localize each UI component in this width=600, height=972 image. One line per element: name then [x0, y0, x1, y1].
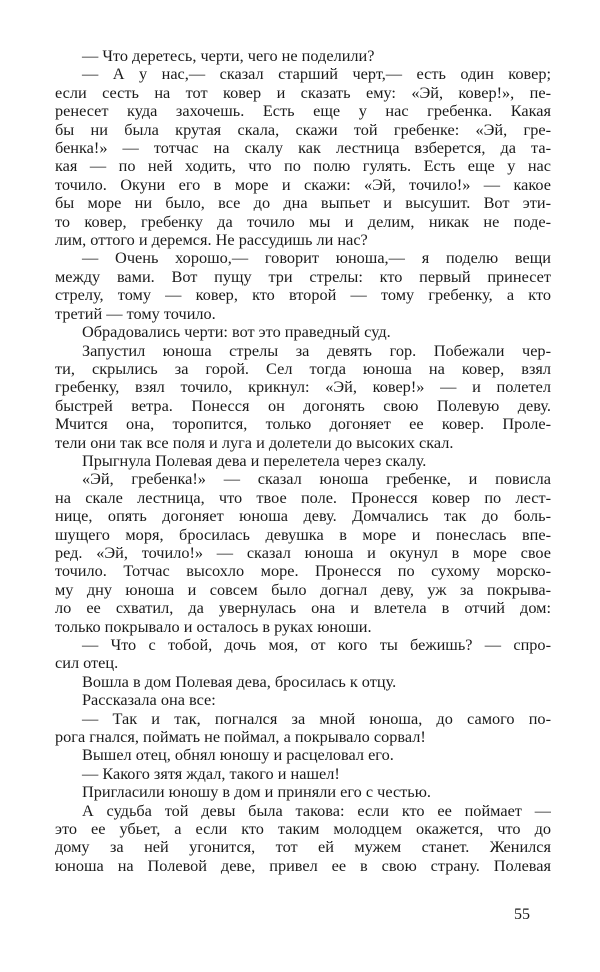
text-line: между вами. Вот пущу три стрелы: кто первый принесет [55, 267, 551, 286]
text-line: Запустил юноша стрелы за девять гор. Побежали чер- [82, 341, 551, 360]
text-line: — Какого зятя ждал, такого и нашел! [82, 764, 340, 783]
paragraph [55, 673, 551, 691]
paragraph [55, 710, 551, 747]
text-line: рога гнался, поймать не поймал, а покрывало сорвал! [55, 728, 426, 747]
text-line: Рассказала она все: [82, 691, 216, 710]
paragraph [55, 636, 551, 673]
text-line: стрелу, тому — ковер, кто второй — тому гребенку, а кто [55, 286, 551, 305]
text-line: точило. Тотчас высохло море. Пронесся по сухому морско- [55, 562, 551, 581]
text-line: тели они так все поля и луга и долетели до высоких скал. [55, 433, 454, 452]
paragraph [55, 452, 551, 470]
paragraph [55, 323, 551, 341]
text-line: дому за ней угонится, тот ей мужем станет. Женился [55, 838, 551, 857]
text-line: то ковер, гребенку да точило мы и делим, никак не поде- [55, 212, 551, 231]
text-line: му дну юноша и совсем было догнал деву, уж за покрыва- [55, 580, 551, 599]
paragraph [55, 746, 551, 764]
paragraph [55, 691, 551, 709]
text-line: точило. Окуни его в море и скажи: «Эй, точило!» — какое [55, 175, 551, 194]
paragraph [55, 249, 551, 323]
page-number: 55 [514, 906, 530, 923]
paragraph [55, 783, 551, 801]
text-line: третий — тому точило. [55, 304, 216, 323]
text-line: — Так и так, погнался за мной юноша, до самого по- [82, 709, 551, 728]
text-line: нице, опять догоняет юноша деву. Домчались так до боль- [55, 507, 551, 526]
text-line: сил отец. [55, 654, 119, 673]
text-line: бенка!» — тотчас на скалу как лестница взберется, да та- [55, 139, 551, 158]
text-line: Прыгнула Полевая дева и перелетела через скалу. [82, 451, 427, 470]
text-line: лим, оттого и деремся. Не рассудишь ли нас? [55, 231, 368, 250]
text-line: — Что деретесь, черти, чего не поделили? [82, 47, 375, 65]
text-line: — А у нас,— сказал старший черт,— есть один ковер; [82, 65, 551, 84]
text-line: Мчится она, торопится, только догоняет ее ковер. Проле- [55, 415, 551, 434]
text-line: быстрей ветра. Понесся он догонять свою Полевую деву. [55, 396, 551, 415]
page-body-text [55, 47, 551, 875]
paragraph [55, 470, 551, 636]
text-line: Вышел отец, обнял юношу и расцеловал его. [82, 746, 394, 765]
text-line: — Что с тобой, дочь моя, от кого ты бежишь? — спро- [82, 636, 551, 654]
text-line: — Очень хорошо,— говорит юноша,— я поделю вещи [82, 249, 551, 268]
text-line: если сесть на тот ковер и сказать ему: «Эй, ковер!», пе- [55, 83, 551, 102]
text-line: бы ни была крутая скала, скажи той гребенке: «Эй, гре- [55, 120, 551, 139]
paragraph [55, 342, 551, 452]
text-line: ред. «Эй, точило!» — сказал юноша и окунул в море свое [55, 543, 551, 562]
text-line: гребенку, взял точило, крикнул: «Эй, ковер!» — и полетел [55, 378, 551, 397]
text-line: это ее убьет, а если кто таким молодцем окажется, что до [55, 820, 551, 839]
text-line: «Эй, гребенка!» — сказал юноша гребенке, и повисла [82, 470, 551, 489]
text-line: ти, скрылись за горой. Сел тогда юноша на ковер, взял [55, 359, 551, 378]
text-line: только покрывало и осталось в руках юноши. [55, 617, 372, 636]
text-line: Вошла в дом Полевая дева, бросилась к отцу. [82, 672, 397, 691]
paragraph [55, 47, 551, 65]
text-line: юноша на Полевой деве, привел ее в свою страну. Полевая [55, 856, 551, 875]
text-line: бы море ни было, все до дна выпьет и высушит. Вот эти- [55, 194, 551, 213]
text-line: А судьба той девы была такова: если кто ее поймает — [82, 801, 551, 820]
text-line: Обрадовались черти: вот это праведный суд. [82, 323, 391, 342]
paragraph [55, 65, 551, 249]
text-line: Пригласили юношу в дом и приняли его с честью. [82, 783, 431, 802]
paragraph [55, 765, 551, 783]
text-line: ренесет куда захочешь. Есть еще у нас гребенка. Какая [55, 102, 551, 121]
text-line: кая — по ней ходить, что по полю гулять. Есть еще у нас [55, 157, 551, 176]
text-line: шущего моря, бросилась девушка в море и понеслась впе- [55, 525, 551, 544]
text-line: ло ее схватил, да увернулась она и влетела в отчий дом: [55, 599, 551, 618]
paragraph [55, 802, 551, 876]
text-line: на скале лестница, что твое поле. Пронесся ковер по лест- [55, 488, 551, 507]
